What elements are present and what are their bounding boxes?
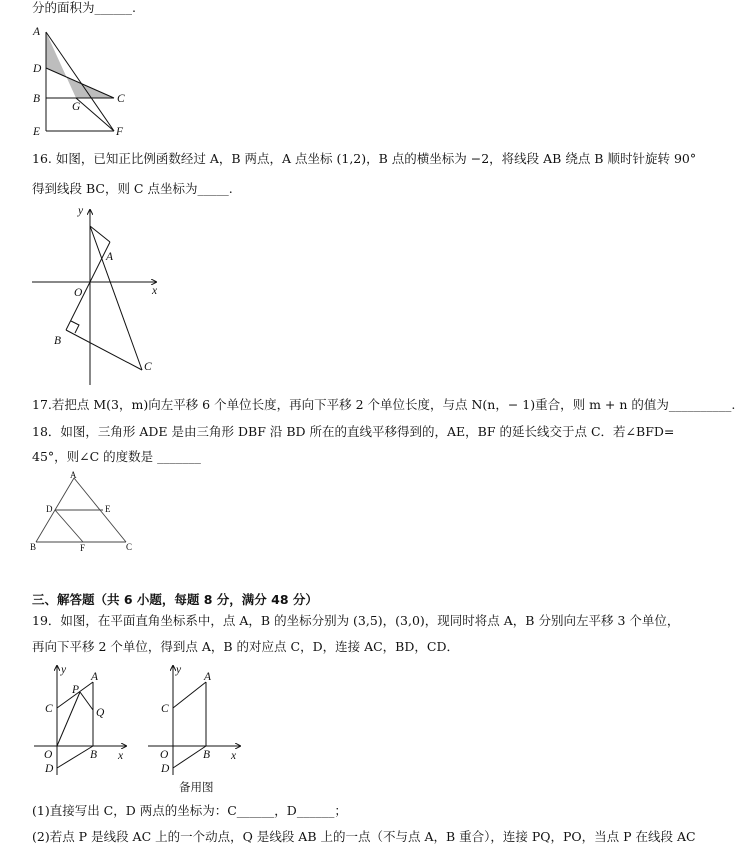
question-17: 17.若把点 M(3，m)向左平移 6 个单位长度，再向下平移 2 个单位长度，与点 N(n，− 1)重合，则 m + n 的值为__________.	[32, 397, 735, 412]
label-B: B	[90, 749, 98, 761]
figure-18-translated-triangles	[28, 470, 143, 555]
segment-CA	[173, 682, 206, 708]
right-angle-mark	[71, 321, 79, 333]
label-A: A	[91, 671, 99, 683]
figure-19-coordinate-plane	[30, 660, 140, 780]
label-P: P	[72, 684, 80, 696]
label-C: C	[45, 703, 53, 715]
label-B: B	[54, 335, 62, 347]
question-19-line-2: 再向下平移 2 个单位，得到点 A，B 的对应点 C，D，连接 AC，BD，CD．	[32, 639, 459, 654]
label-O: O	[74, 287, 83, 299]
label-E: E	[33, 126, 41, 138]
label-D: D	[46, 504, 53, 514]
figure-15-shaded-triangle	[30, 24, 140, 140]
label-C: C	[144, 361, 152, 373]
question-18-line-2: 45°，则∠C 的度数是 _______	[32, 449, 201, 464]
caption-backup-figure: 备用图	[179, 782, 214, 794]
figure-16-coordinate-rotation	[30, 200, 180, 390]
label-E: E	[105, 504, 111, 514]
label-x: x	[152, 285, 158, 297]
label-B: B	[33, 93, 41, 105]
label-D: D	[161, 763, 170, 775]
segment-AF	[46, 32, 114, 131]
label-y: y	[61, 664, 67, 676]
question-19-part-2: (2)若点 P 是线段 AC 上的一个动点，Q 是线段 AB 上的一点（不与点 A，B 重合），连接 PQ，PO，当点 P 在线段 AC	[32, 829, 696, 844]
segment-PQ	[80, 692, 93, 710]
label-A: A	[204, 671, 212, 683]
label-O: O	[44, 749, 53, 761]
label-C: C	[161, 703, 169, 715]
label-A: A	[33, 26, 41, 38]
label-y: y	[176, 664, 182, 676]
question-16-line-1: 16. 如图，已知正比例函数经过 A，B 两点，A 点坐标 (1,2)，B 点的横坐标为 −2，将线段 AB 绕点 B 顺时针旋转 90°	[32, 151, 697, 166]
label-B: B	[203, 749, 211, 761]
question-18-line-1: 18．如图，三角形 ADE 是由三角形 DBF 沿 BD 所在的直线平移得到的，AE，BF 的延长线交于点 C．若∠BFD=	[32, 424, 675, 439]
figure-19-backup-plane	[146, 660, 256, 798]
shaded-region	[46, 32, 114, 98]
label-x: x	[118, 750, 124, 762]
segment-DB	[57, 746, 93, 768]
label-D: D	[33, 63, 42, 75]
line-through-A-B	[66, 242, 110, 330]
label-y: y	[78, 205, 84, 217]
label-O: O	[160, 749, 169, 761]
label-x: x	[231, 750, 237, 762]
label-F: F	[116, 126, 124, 138]
question-16-line-2: 得到线段 BC，则 C 点坐标为_____.	[32, 181, 233, 196]
question-19-part-1: (1)直接写出 C，D 两点的坐标为：C______，D______；	[32, 803, 347, 818]
label-G: G	[72, 101, 81, 113]
label-C: C	[126, 542, 133, 552]
label-D: D	[45, 763, 54, 775]
label-C: C	[117, 93, 125, 105]
label-A: A	[106, 251, 114, 263]
label-A: A	[70, 470, 77, 480]
segment-DB	[173, 746, 206, 768]
segment-A-C-side	[90, 226, 142, 370]
label-F: F	[80, 543, 86, 553]
section-3-heading: 三、解答题（共 6 小题，每题 8 分，满分 48 分）	[32, 592, 318, 607]
label-B: B	[30, 542, 37, 552]
segment-DF	[55, 510, 83, 542]
text-line-area-answer: 分的面积为______.	[32, 0, 136, 15]
question-19-line-1: 19．如图，在平面直角坐标系中，点 A，B 的坐标分别为 (3,5)，(3,0)，现同时将点 A，B 分别向左平移 3 个单位，	[32, 613, 680, 628]
segment-BC	[66, 330, 142, 370]
label-Q: Q	[96, 707, 105, 719]
